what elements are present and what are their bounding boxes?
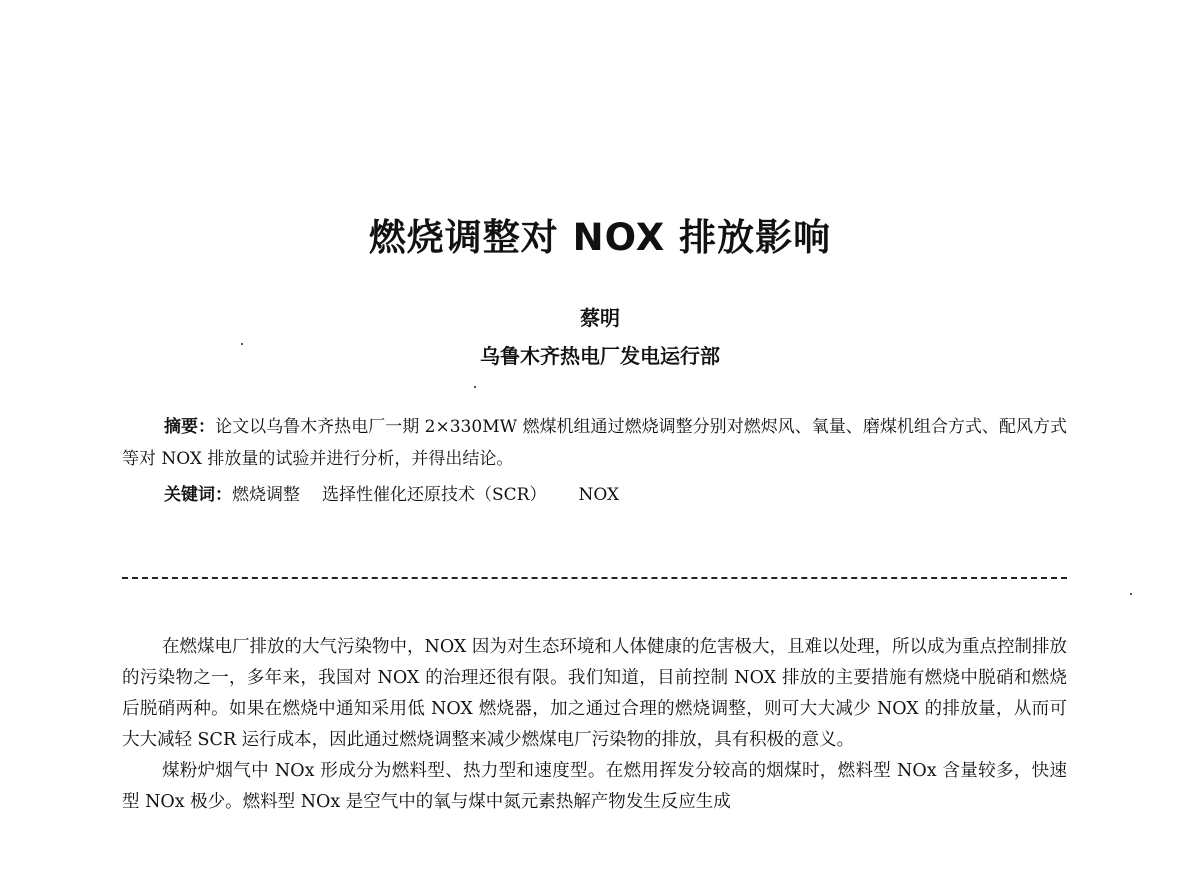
section-divider	[122, 577, 1067, 579]
scan-speck	[1130, 593, 1132, 595]
abstract	[122, 411, 1067, 475]
author-name: 蔡明	[580, 306, 620, 330]
body-paragraph: 煤粉炉烟气中 NOx 形成分为燃料型、热力型和速度型。在燃用挥发分较高的烟煤时，燃料型 NOx 含量较多，快速型 NOx 极少。燃料型 NOx 是空气中的氧与煤中氮元素热解产物发生反应生成	[122, 761, 1067, 812]
keyword-item: 选择性催化还原技术（SCR）	[322, 485, 547, 505]
keyword-item: 燃烧调整	[232, 485, 300, 505]
body-paragraph: 在燃煤电厂排放的大气污染物中，NOX 因为对生态环境和人体健康的危害极大，且难以处理，所以成为重点控制排放的污染物之一，多年来，我国对 NOX 的治理还很有限。我们知道，目前控制 NOX 排放的主要措施有燃烧中脱硝和燃烧后脱硝两种。如果在燃烧中通知采用低 NOX 燃烧器，加之通过合理的燃烧调整，则可大大减少 NOX 的排放量，从而可大大减轻 SCR 运行成本，因此通过燃烧调整来减少燃煤电厂污染物的排放，具有积极的意义。	[122, 637, 1067, 750]
keyword-item: NOX	[578, 485, 620, 505]
paper-title: 燃烧调整对 NOX 排放影响	[368, 216, 832, 259]
body-text	[122, 632, 1067, 818]
abstract-label: 摘要：	[164, 417, 216, 437]
keywords-label: 关键词：	[164, 485, 232, 505]
author-affiliation: 乌鲁木齐热电厂发电运行部	[480, 344, 720, 368]
abstract-text: 论文以乌鲁木齐热电厂一期 2×330MW 燃煤机组通过燃烧调整分别对燃烬风、氧量、磨煤机组合方式、配风方式等对 NOX 排放量的试验并进行分析，并得出结论。	[122, 417, 1068, 469]
keywords	[164, 483, 619, 507]
scan-speck	[474, 386, 476, 388]
